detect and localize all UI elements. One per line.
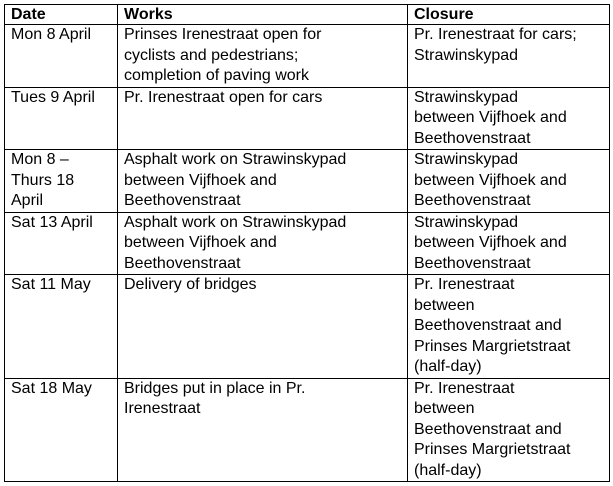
- header-date: Date: [5, 5, 118, 25]
- works-cell: [118, 275, 408, 379]
- closure-cell: [408, 25, 610, 88]
- date-text: Sat 18 May: [11, 379, 92, 397]
- date-cell: [5, 275, 118, 379]
- closure-text: Pr. Irenestraat between Beethovenstraat and Prinses Margrietstraat (half-day): [414, 379, 571, 479]
- header-works: Works: [118, 5, 408, 25]
- works-text: Asphalt work on Strawinskypad between Vijfhoek and Beethovenstraat: [124, 151, 347, 209]
- closure-text: Strawinskypad between Vijfhoek and Beethovenstraat: [414, 151, 567, 209]
- date-cell: [5, 212, 118, 275]
- table-row: [5, 275, 610, 379]
- closure-cell: [408, 150, 610, 213]
- works-text: Asphalt work on Strawinskypad between Vijfhoek and Beethovenstraat: [124, 213, 347, 272]
- works-text: Delivery of bridges: [124, 276, 257, 293]
- date-text: Sat 13 April: [11, 213, 93, 231]
- closure-schedule-table: [4, 4, 610, 482]
- closure-text: Pr. Irenestraat for cars; Strawinskypad: [414, 26, 577, 64]
- works-text: Prinses Irenestraat open for cyclists and pedestrians; completion of paving work: [124, 26, 322, 84]
- works-cell: [118, 25, 408, 88]
- date-cell: [5, 378, 118, 482]
- date-text: Mon 8 – Thurs 18 April: [11, 151, 75, 209]
- works-text: Pr. Irenestraat open for cars: [124, 88, 323, 106]
- closure-cell: [408, 275, 610, 379]
- works-cell: [118, 87, 408, 150]
- works-cell: [118, 212, 408, 275]
- closure-cell: [408, 378, 610, 482]
- table-row: [5, 212, 610, 275]
- date-cell: [5, 87, 118, 150]
- closure-text: Strawinskypad between Vijfhoek and Beethovenstraat: [414, 88, 567, 147]
- closure-cell: [408, 87, 610, 150]
- table-row: [5, 378, 610, 482]
- date-cell: [5, 150, 118, 213]
- header-closure: Closure: [408, 5, 610, 25]
- date-cell: [5, 25, 118, 88]
- closure-text: Strawinskypad between Vijfhoek and Beethovenstraat: [414, 213, 567, 272]
- table-row: [5, 150, 610, 213]
- date-text: Tues 9 April: [11, 88, 95, 106]
- table-row: [5, 25, 610, 88]
- date-text: Sat 11 May: [11, 276, 91, 293]
- works-text: Bridges put in place in Pr. Irenestraat: [124, 379, 306, 417]
- date-text: Mon 8 April: [11, 26, 92, 43]
- table-row: [5, 87, 610, 150]
- table-header-row: [5, 5, 610, 25]
- works-cell: [118, 378, 408, 482]
- closure-cell: [408, 212, 610, 275]
- closure-text: Pr. Irenestraat between Beethovenstraat and Prinses Margrietstraat (half-day): [414, 276, 571, 375]
- works-cell: [118, 150, 408, 213]
